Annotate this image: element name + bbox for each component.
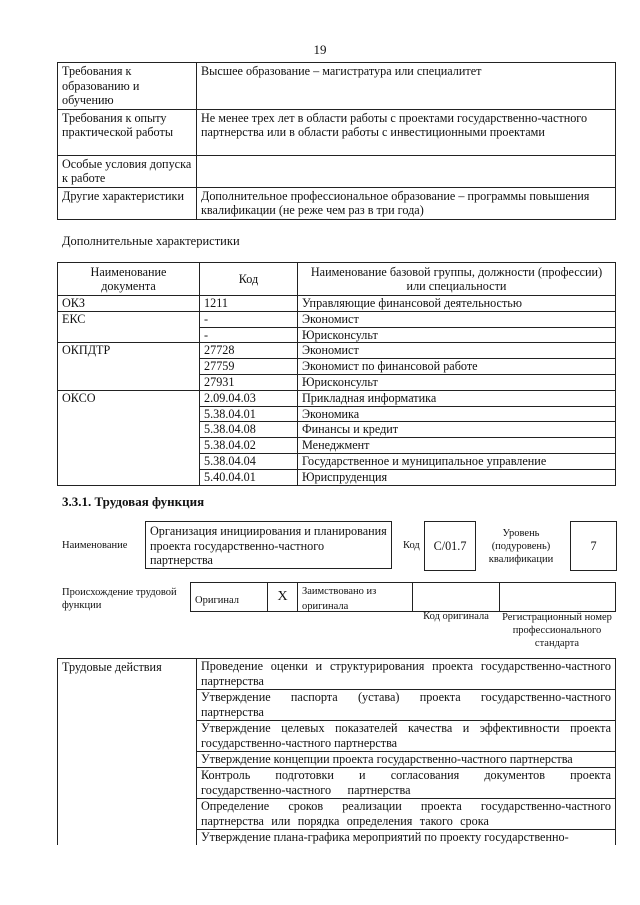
table-row: [58, 187, 616, 219]
code-cell: 5.38.04.01: [200, 406, 298, 422]
code-label: Код: [403, 540, 420, 551]
code-cell: -: [200, 311, 298, 327]
requirement-value: Дополнительное профессиональное образование – программы повышения квалификации (не реже чем раз в три года): [197, 187, 616, 219]
reg-number-caption: Регистрационный номер профессионального стандарта: [502, 612, 612, 649]
code-cell: 5.40.04.01: [200, 469, 298, 485]
actions-table: [57, 658, 616, 845]
document-cell: ЕКС: [58, 311, 200, 343]
function-code-box: C/01.7: [424, 521, 476, 571]
table-row: [58, 155, 616, 187]
original-cell: [190, 582, 268, 612]
name-cell: Экономист: [298, 343, 616, 359]
section-title: 3.3.1. Трудовая функция: [62, 494, 205, 509]
name-cell: Юриспруденция: [298, 469, 616, 485]
name-cell: Экономист по финансовой работе: [298, 359, 616, 375]
action-item: Определение сроков реализации проекта государственно-частного партнерства или порядка определения такого срока: [197, 799, 616, 830]
reg-number-cell: [499, 582, 616, 612]
code-cell: 1211: [200, 296, 298, 312]
additional-table-body: [58, 296, 616, 486]
level-label: Уровень (подуровень) квалификации: [488, 528, 554, 565]
action-item: Утверждение концепции проекта государственно-частного партнерства: [197, 752, 616, 768]
code-cell: 2.09.04.03: [200, 390, 298, 406]
requirement-label: Требования к опыту практической работы: [58, 109, 197, 155]
requirement-label: Другие характеристики: [58, 187, 197, 219]
requirement-value: Не менее трех лет в области работы с проектами государственно-частного партнерства или в области работы с инвестиционными проектами: [197, 109, 616, 155]
table-header-row: [58, 263, 616, 296]
original-label: Оригинал: [195, 595, 239, 606]
name-cell: Юрисконсульт: [298, 374, 616, 390]
requirement-value: Высшее образование – магистратура или специалитет: [197, 63, 616, 110]
table-row: [58, 390, 616, 406]
name-label: Наименование: [62, 540, 128, 551]
column-header-code: Код: [200, 263, 298, 296]
table-row: [58, 63, 616, 110]
level-value-box: 7: [570, 521, 617, 571]
name-cell: Экономика: [298, 406, 616, 422]
table-row: [58, 296, 616, 312]
action-item: Контроль подготовки и согласования документов проекта государственно-частного партнерства: [197, 768, 616, 799]
name-cell: Прикладная информатика: [298, 390, 616, 406]
table-row: [58, 343, 616, 359]
name-cell: Юрисконсульт: [298, 327, 616, 343]
code-cell: 5.38.04.04: [200, 453, 298, 469]
requirement-label: Особые условия допуска к работе: [58, 155, 197, 187]
requirements-table: [57, 62, 616, 220]
table-row: [58, 311, 616, 327]
name-cell: Управляющие финансовой деятельностью: [298, 296, 616, 312]
action-item: Утверждение целевых показателей качества и эффективности проекта государственно-частного партнерства: [197, 721, 616, 752]
column-header-name: Наименование базовой группы, должности (профессии) или специальности: [298, 263, 616, 296]
borrowed-cell: [297, 582, 413, 612]
origin-label: Происхождение трудовой функции: [62, 587, 177, 611]
borrowed-label: Заимствовано из оригинала: [302, 586, 377, 612]
document-cell: ОКЗ: [58, 296, 200, 312]
additional-title: Дополнительные характеристики: [62, 234, 240, 248]
code-cell: 5.38.04.02: [200, 438, 298, 454]
requirement-value: [197, 155, 616, 187]
additional-table: [57, 262, 616, 486]
name-cell: Государственное и муниципальное управление: [298, 453, 616, 469]
original-mark: X: [267, 582, 298, 612]
page-number: 19: [313, 42, 327, 57]
origin-boxes: [190, 582, 616, 612]
document-cell: ОКСО: [58, 390, 200, 485]
column-header-document: Наименование документа: [58, 263, 200, 296]
code-cell: 27759: [200, 359, 298, 375]
name-cell: Финансы и кредит: [298, 422, 616, 438]
document-cell: ОКПДТР: [58, 343, 200, 390]
action-item: Утверждение паспорта (устава) проекта государственно-частного партнерства: [197, 690, 616, 721]
original-code-cell: [412, 582, 500, 612]
actions-label: Трудовые действия: [58, 659, 197, 846]
table-row: [58, 109, 616, 155]
requirement-label: Требования к образованию и обучению: [58, 63, 197, 110]
name-cell: Экономист: [298, 311, 616, 327]
action-item: Проведение оценки и структурирования проекта государственно-частного партнерства: [197, 659, 616, 690]
name-cell: Менеджмент: [298, 438, 616, 454]
original-code-caption: Код оригинала: [423, 611, 489, 622]
code-cell: 5.38.04.08: [200, 422, 298, 438]
table-row: [58, 659, 616, 690]
code-cell: -: [200, 327, 298, 343]
function-name-box: Организация инициирования и планирования проекта государственно-частного партнерства: [145, 521, 392, 569]
action-item: Утверждение плана-графика мероприятий по проекту государственно-: [197, 830, 616, 846]
code-cell: 27931: [200, 374, 298, 390]
code-cell: 27728: [200, 343, 298, 359]
